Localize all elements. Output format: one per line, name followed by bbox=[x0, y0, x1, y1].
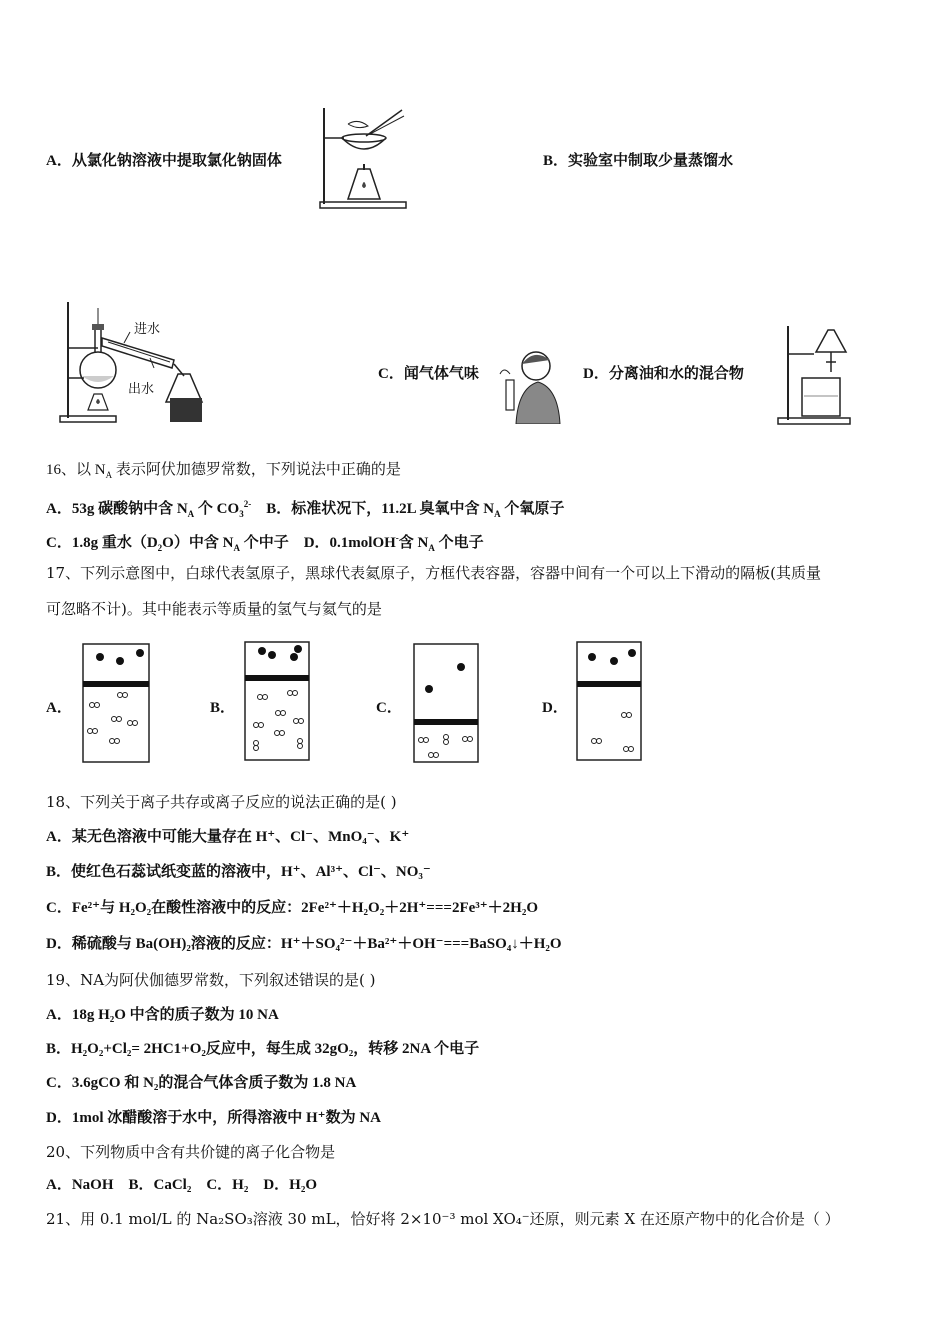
q19-stem: 19、NA为阿伏伽德罗常数，下列叙述错误的是( ) bbox=[46, 971, 376, 989]
q17-stem-line1: 17、下列示意图中，白球代表氢原子，黑球代表氦原子，方框代表容器，容器中间有一个可以上下滑动的隔板(其质量 bbox=[46, 564, 821, 582]
q19-option-b: B．H₂O₂+Cl₂= 2HC1+O₂反应中，每生成 32gO₂，转移 2NA 个电子 bbox=[46, 1041, 480, 1057]
q17-option-d-label: D． bbox=[542, 700, 568, 716]
q17-container-b bbox=[244, 641, 310, 761]
q19-option-c: C．3.6gCO 和 N₂的混合气体含质子数为 1.8 NA bbox=[46, 1075, 357, 1091]
q15-option-a: A．从氯化钠溶液中提取氯化钠固体 bbox=[46, 153, 282, 169]
q20-stem: 20、下列物质中含有共价键的离子化合物是 bbox=[46, 1143, 336, 1161]
q17-option-c-label: C． bbox=[376, 700, 402, 716]
q18-option-c: C．Fe²⁺与 H₂O₂在酸性溶液中的反应：2Fe²⁺＋H₂O₂＋2H⁺===2Fe³⁺＋2H₂O bbox=[46, 900, 539, 916]
q18-stem: 18、下列关于离子共存或离子反应的说法正确的是( ) bbox=[46, 793, 397, 811]
q16-options-ab: A．53g 碳酸钠中含 $N_A$ 个 $CO_3^{2-}$ B．标准状况下，11.2L 臭氧中含 $N_A$ 个氧原子 bbox=[46, 499, 565, 519]
q17-container-d bbox=[576, 641, 642, 761]
q19-option-a: A．18g H₂O 中含的质子数为 10 NA bbox=[46, 1007, 279, 1023]
q15-option-b: B．实验室中制取少量蒸馏水 bbox=[543, 153, 734, 169]
distillation-apparatus-figure bbox=[58, 298, 214, 428]
q17-option-b-label: B． bbox=[210, 700, 236, 716]
q20-options: A．NaOH B．CaCl₂ C．H₂ D．H₂O bbox=[46, 1177, 317, 1193]
q15-option-c: C．闻气体气味 bbox=[378, 366, 479, 382]
q19-option-d: D．1mol 冰醋酸溶于水中，所得溶液中 H⁺数为 NA bbox=[46, 1110, 381, 1126]
outlet-label: 出水 bbox=[128, 382, 155, 397]
q21-stem: 21、用 0.1 mol/L 的 Na₂SO₃溶液 30 mL，恰好将 2×10⁻³ mol XO₄⁻还原，则元素 X 在还原产物中的化合价是（ ） bbox=[46, 1210, 840, 1228]
q18-option-a: A．某无色溶液中可能大量存在 H⁺、Cl⁻、MnO₄⁻、K⁺ bbox=[46, 829, 410, 845]
evaporation-apparatus-figure bbox=[318, 104, 410, 212]
q15-option-d: D．分离油和水的混合物 bbox=[583, 366, 744, 382]
q16-stem: 16、以 $N_A$ 表示阿伏加德罗常数，下列说法中正确的是 bbox=[46, 462, 401, 480]
q17-container-a bbox=[82, 643, 150, 763]
q17-container-c bbox=[413, 643, 479, 763]
q18-option-d: D．稀硫酸与 Ba(OH)₂溶液的反应：H⁺＋SO₄²⁻＋Ba²⁺＋OH⁻===BaSO₄↓＋H₂O bbox=[46, 936, 562, 952]
q17-option-a-label: A． bbox=[46, 700, 72, 716]
q18-option-b: B．使红色石蕊试纸变蓝的溶液中，H⁺、Al³⁺、Cl⁻、NO₃⁻ bbox=[46, 864, 431, 880]
q17-stem-line2: 可忽略不计)。其中能表示等质量的氢气与氦气的是 bbox=[46, 600, 382, 618]
q16-options-cd: C．1.8g 重水$(D_2O)$中含 $N_A$ 个中子 D．0.1molOH-含 $N_A$ 个电子 bbox=[46, 533, 484, 553]
inlet-label: 进水 bbox=[134, 322, 161, 337]
smelling-gas-figure bbox=[494, 344, 566, 424]
separatory-funnel-figure bbox=[774, 320, 854, 428]
